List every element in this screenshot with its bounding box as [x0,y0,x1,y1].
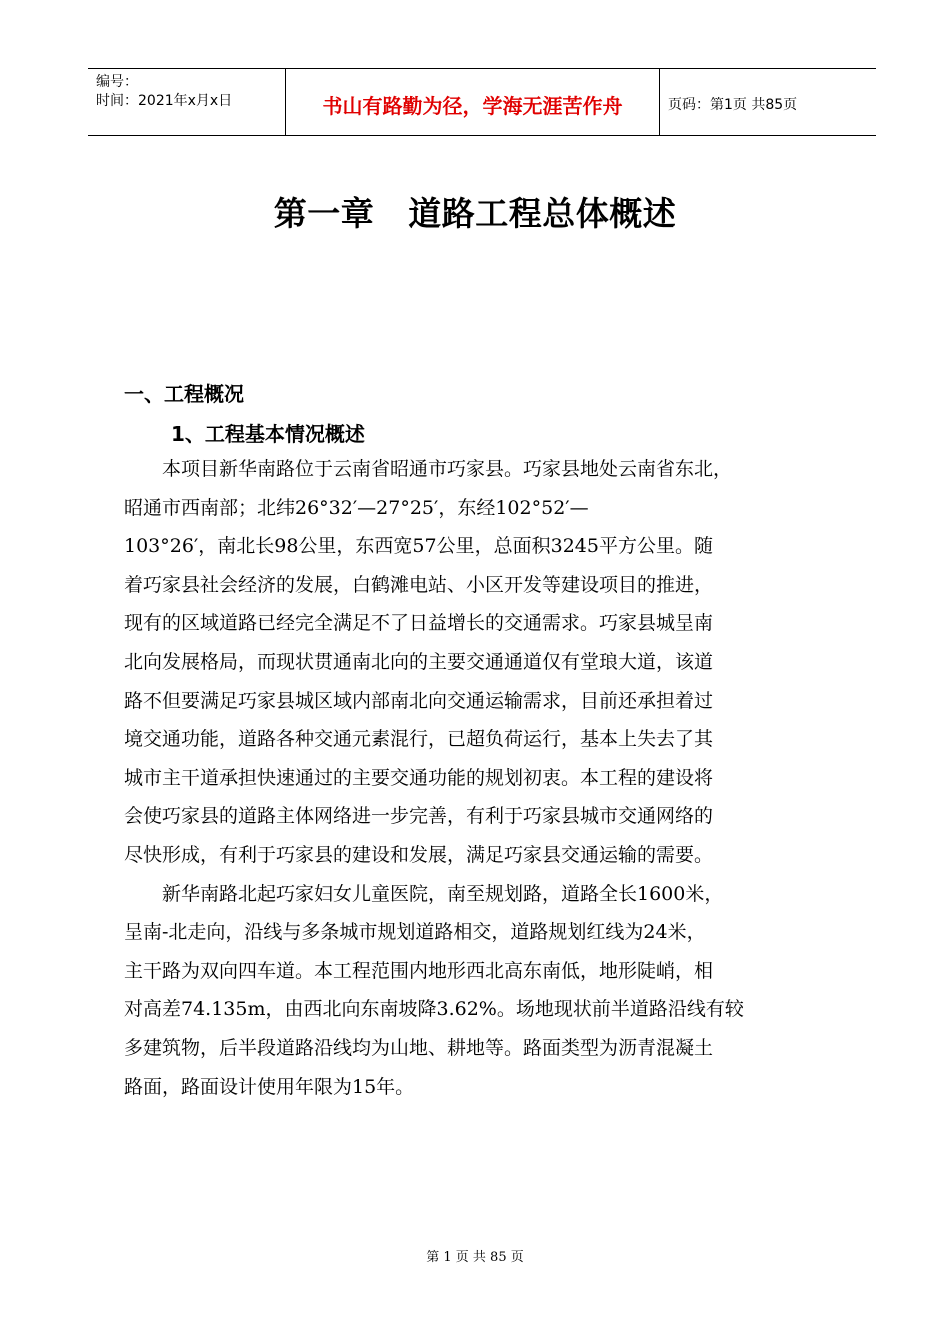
paragraph-line: 新华南路北起巧家妇女儿童医院，南至规划路，道路全长1600米， [124,882,724,905]
paragraph-line: 境交通功能，道路各种交通元素混行，已超负荷运行，基本上失去了其 [124,728,714,751]
paragraph-line: 多建筑物，后半段道路沿线均为山地、耕地等。路面类型为沥青混凝土 [124,1036,714,1059]
paragraph-line: 着巧家县社会经济的发展，白鹤滩电站、小区开发等建设项目的推进， [124,573,714,596]
paragraph-line: 本项目新华南路位于云南省昭通市巧家县。巧家县地处云南省东北， [124,458,733,480]
page-header [88,68,876,136]
subsection-heading: 1、工程基本情况概述 [171,422,365,446]
chapter-name: 道路工程总体概述 [408,194,677,233]
section-heading: 一、工程概况 [124,382,244,406]
paragraph-line: 现有的区域道路已经完全满足不了日益增长的交通需求。巧家县城呈南 [124,612,714,635]
paragraph-line: 103°26′，南北长98公里，东西宽57公里，总面积3245平方公里。随 [124,535,713,558]
header-page-info: 页码：第1页 共85页 [668,97,798,113]
body-text [124,450,836,1106]
chapter-title [0,188,950,235]
paragraph-line: 会使巧家县的道路主体网络进一步完善，有利于巧家县城市交通网络的 [124,805,714,828]
paragraph-line: 路面，路面设计使用年限为15年。 [124,1075,415,1098]
paragraph-1 [124,450,836,875]
paragraph-line: 对高差74.135m，由西北向东南坡降3.62%。场地现状前半道路沿线有较 [124,998,744,1021]
document-number-label: 编号： [96,74,138,90]
paragraph-line: 路不但要满足巧家县城区域内部南北向交通运输需求，目前还承担着过 [124,689,714,712]
chapter-number: 第一章 [273,194,375,233]
paragraph-line: 尽快形成，有利于巧家县的建设和发展，满足巧家县交通运输的需要。 [124,843,714,866]
header-motto: 书山有路勤为径，学海无涯苦作舟 [286,69,660,135]
paragraph-line: 城市主干道承担快速通过的主要交通功能的规划初衷。本工程的建设将 [124,766,714,789]
document-time-label: 时间：2021年x月x日 [96,93,233,109]
paragraph-line: 昭通市西南部；北纬26°32′—27°25′，东经102°52′— [124,496,589,519]
header-meta-cell [88,69,286,135]
paragraph-line: 主干路为双向四车道。本工程范围内地形西北高东南低，地形陡峭，相 [124,959,714,982]
page-footer: 第 1 页 共 85 页 [426,1250,524,1265]
paragraph-2 [124,875,836,1107]
paragraph-line: 呈南-北走向，沿线与多条城市规划道路相交，道路规划红线为24米， [124,921,706,944]
paragraph-line: 北向发展格局，而现状贯通南北向的主要交通通道仅有堂琅大道，该道 [124,650,714,673]
